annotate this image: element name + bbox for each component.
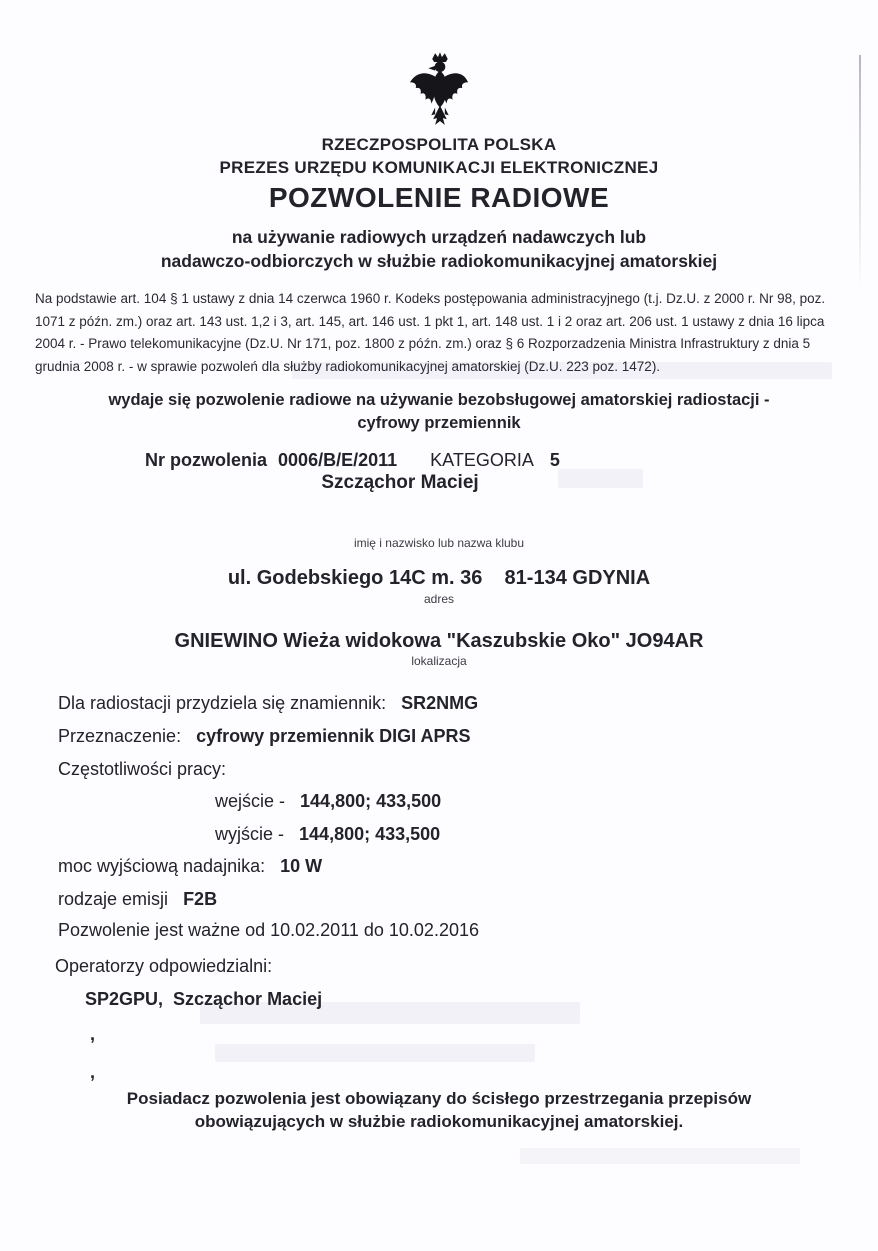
callsign-row: [58, 693, 478, 714]
operator-entry-3: ,: [90, 1062, 96, 1082]
operator-entry-2: ,: [90, 1024, 96, 1044]
grant-statement-line-1: wydaje się pozwolenie radiowe na używanie bezobsługowej amatorskiej radiostacji -: [108, 391, 770, 409]
purpose-value: cyfrowy przemiennik DIGI APRS: [196, 726, 471, 746]
input-label: wejście -: [215, 791, 286, 811]
redaction-smudge: [215, 1044, 535, 1062]
station-location: GNIEWINO Wieża widokowa "Kaszubskie Oko" JO94AR: [174, 630, 704, 652]
holder-name-caption: imię i nazwisko lub nazwa klubu: [353, 536, 525, 550]
authority-line: PREZES URZĘDU KOMUNIKACJI ELEKTRONICZNEJ: [219, 158, 659, 177]
emission-value: F2B: [183, 889, 218, 909]
callsign-label: Dla radiostacji przydziela się znamiennik:: [58, 693, 387, 713]
emission-label: rodzaje emisji: [58, 889, 169, 909]
input-frequencies: 144,800; 433,500: [300, 791, 442, 811]
address-caption: adres: [423, 592, 455, 606]
subtitle-line-1: na używanie radiowych urządzeń nadawczych lub: [231, 227, 647, 247]
grant-statement-line-2: cyfrowy przemiennik: [357, 414, 521, 432]
output-frequencies: 144,800; 433,500: [299, 824, 441, 844]
permit-number-value: 0006/B/E/2011: [278, 450, 398, 470]
legal-basis-text: Na podstawie art. 104 § 1 ustawy z dnia 14 czerwca 1960 r. Kodeks postępowania administracyjnego (t.j. Dz.U. z 2000 r. Nr 98, poz. 1071 z późn. zm.) oraz art. 143 ust. 1,2 i 3, art. 145, art. 146 ust. 1 pkt 1, art. 148 ust. 1 i 2 oraz art. 206 ust. 1 ustawy z dnia 16 lipca 2004 r. - Prawo telekomunikacyjne (Dz.U. Nr 171, poz. 1800 z późn. zm.) oraz § 6 Rozporzadzenia Ministra Infrastruktury z dnia 5 grudnia 2008 r. - w sprawie pozwoleń dla służby radiokomunikacyjnej amatorskiej (Dz.U. 223 poz. 1472).: [35, 291, 826, 374]
polish-eagle-icon: [0, 50, 878, 137]
category-value: 5: [549, 450, 560, 470]
emission-row: [58, 889, 217, 910]
operators-heading: Operatorzy odpowiedzialni:: [55, 956, 273, 976]
republic-line: RZECZPOSPOLITA POLSKA: [321, 135, 557, 154]
document-title: POZWOLENIE RADIOWE: [268, 182, 610, 213]
validity-row: Pozwolenie jest ważne od 10.02.2011 do 10.02.2016: [58, 920, 479, 940]
purpose-row: [58, 726, 471, 747]
power-label: moc wyjściową nadajnika:: [58, 856, 266, 876]
redaction-smudge: [520, 1148, 800, 1164]
permit-number-line: [145, 450, 560, 471]
output-label: wyjście -: [215, 824, 285, 844]
holder-name: Szcząchor Maciej: [321, 472, 479, 493]
frequency-input-row: [215, 791, 441, 812]
purpose-label: Przeznaczenie:: [58, 726, 182, 746]
callsign-value: SR2NMG: [401, 693, 479, 713]
obligation-line-1: Posiadacz pozwolenia jest obowiązany do ścisłego przestrzegania przepisów: [126, 1089, 752, 1108]
obligation-line-2: obowiązujących w służbie radiokomunikacyjnej amatorskiej.: [194, 1112, 684, 1131]
operator-entry-1: SP2GPU, Szcząchor Maciej: [85, 989, 323, 1009]
holder-address: ul. Godebskiego 14C m. 36 81-134 GDYNIA: [227, 567, 651, 589]
subtitle-line-2: nadawczo-odbiorczych w służbie radiokomunikacyjnej amatorskiej: [160, 251, 718, 271]
location-caption: lokalizacja: [411, 654, 467, 668]
power-row: [58, 856, 322, 877]
frequency-output-row: [215, 824, 440, 845]
permit-number-label: Nr pozwolenia: [145, 450, 268, 470]
category-label: KATEGORIA: [430, 450, 533, 470]
frequencies-heading: Częstotliwości pracy:: [58, 759, 227, 779]
power-value: 10 W: [280, 856, 323, 876]
